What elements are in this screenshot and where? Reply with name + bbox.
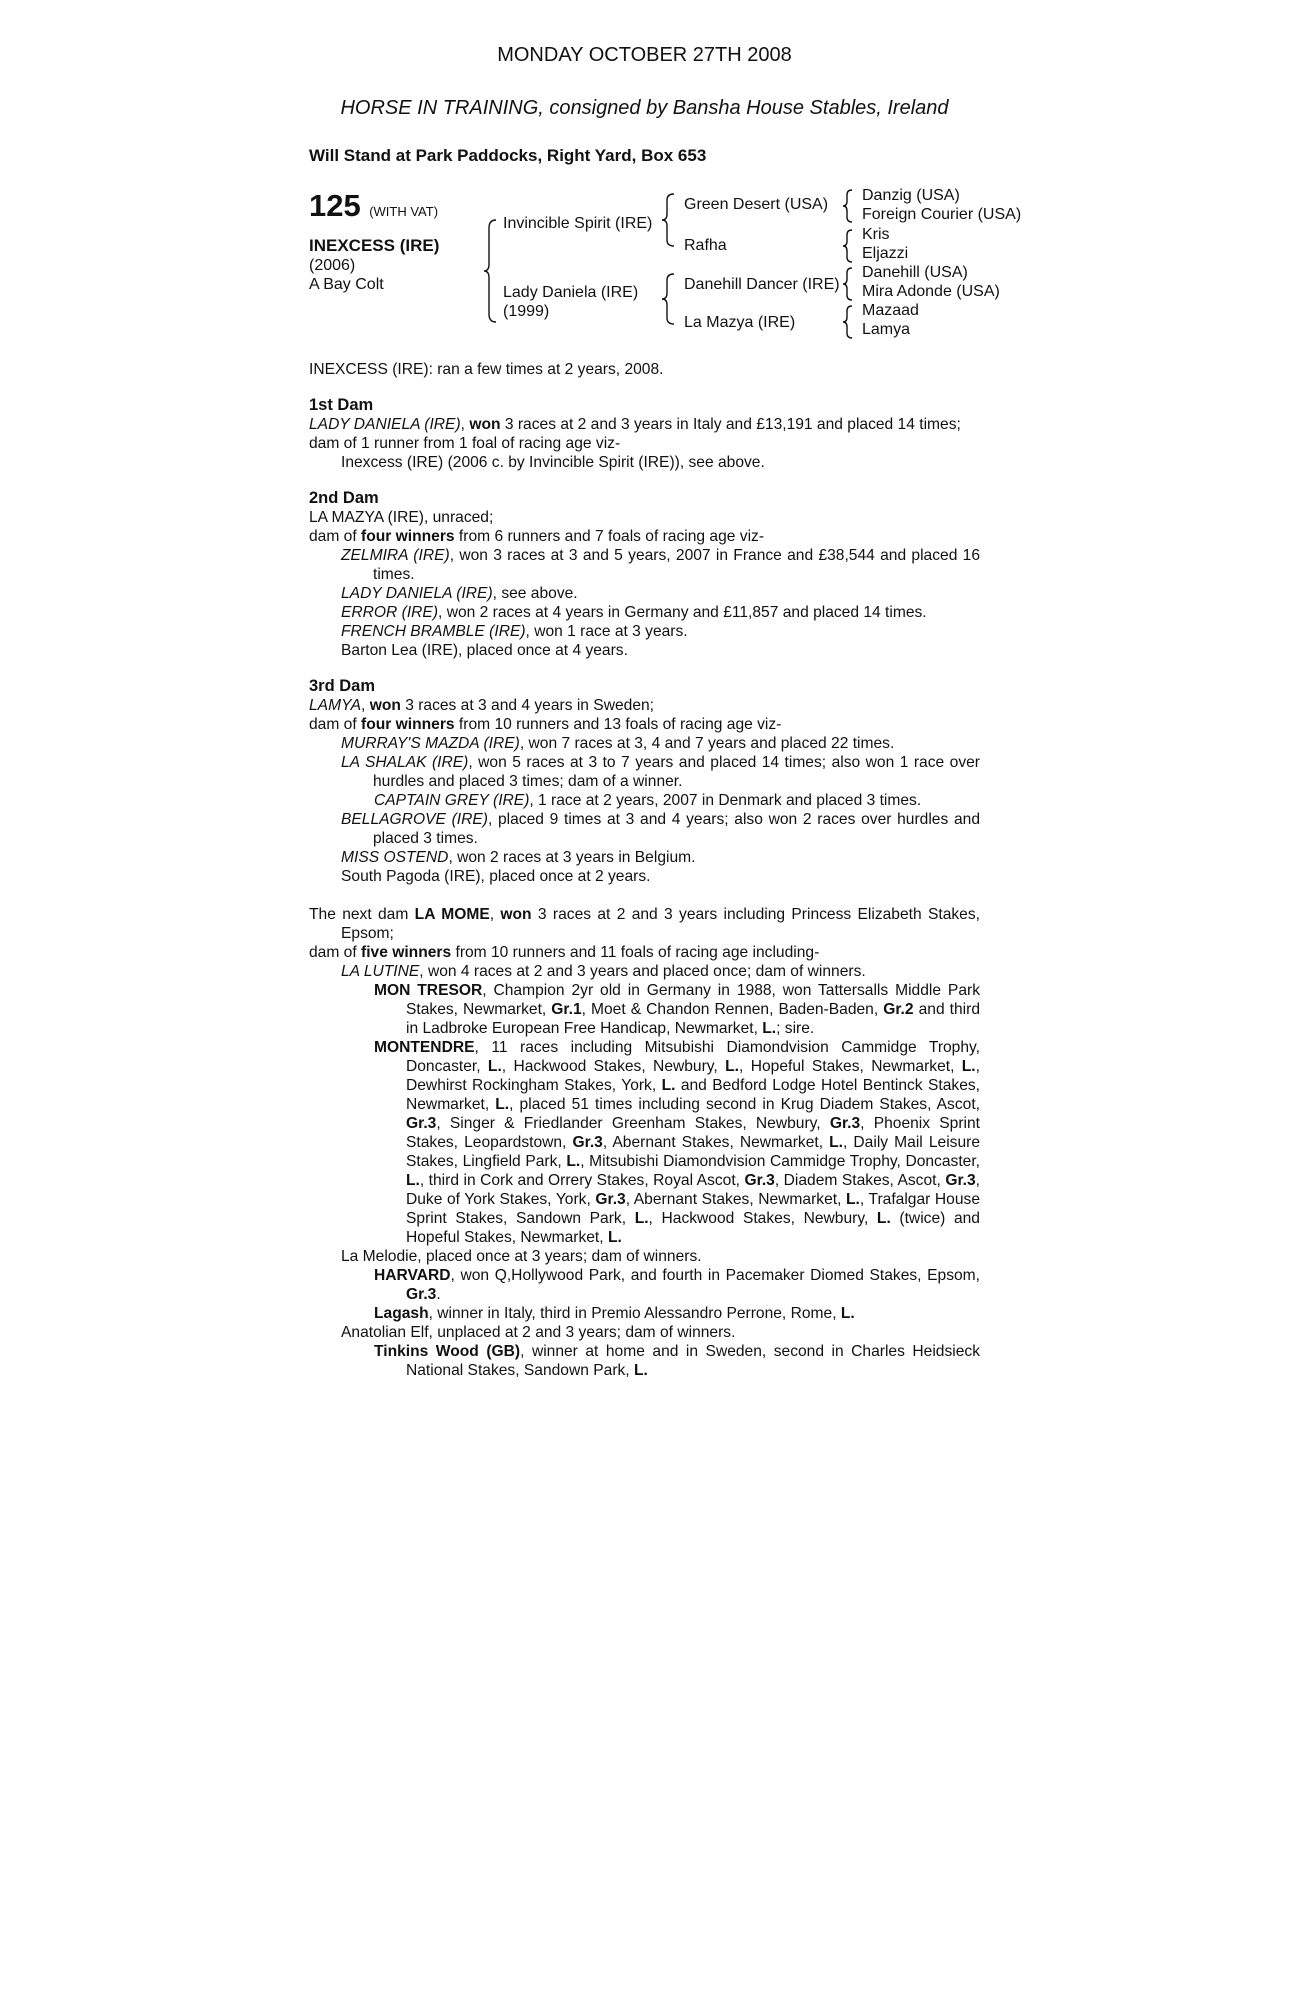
third-dam-offspring [309,734,980,886]
first-dam-heading: 1st Dam [309,396,374,414]
bracket-la-mazya [844,304,854,340]
produce-post: from 6 runners and 7 foals of racing age viz- [454,528,765,545]
entry-text: ; sire. [776,1020,815,1037]
offspring-name: LADY DANIELA (IRE) [341,585,493,602]
pedigree-dsd: Mira Adonde (USA) [862,283,1000,300]
race-grade: L. [607,1229,622,1246]
race-grade: L. [495,1096,510,1113]
entry-text: , Daily Mail Leisure Stakes, Lingfield Park, [406,1134,980,1170]
next-dam-name: LA MOME [414,906,490,923]
entry-text: , Dewhirst Rockingham Stakes, York, [406,1058,980,1094]
group-grade: Gr.2 [883,1001,914,1018]
produce-pre: dam of [309,944,362,961]
horse-name: INEXCESS (IRE) [309,236,440,255]
entry-text: , 11 races including Mitsubishi Diamondvision Cammidge Trophy, Doncaster, [406,1039,980,1075]
next-dam-record-text: 3 races at 2 and 3 years including Princess Elizabeth Stakes, Epsom; [341,906,980,942]
race-grade: L. [725,1058,739,1075]
offspring-item [309,848,980,867]
offspring-text: , won 3 races at 3 and 5 years, 2007 in France and £38,544 and placed 16 times. [373,547,981,583]
pedigree-bracket-dam [664,272,676,326]
offspring-text: , 1 race at 2 years, 2007 in Denmark and placed 3 times. [529,792,922,809]
race-grade: L. [566,1153,581,1170]
group-grade: Gr.1 [551,1001,582,1018]
pedigree-dam: Lady Daniela (IRE) [503,284,639,301]
group-grade: Gr.3 [406,1286,437,1303]
offspring-text: , placed 9 times at 3 and 4 years; also won 2 races over hurdles and placed 3 times. [373,811,980,847]
produce-winners: four winners [361,716,455,733]
offspring-name: CAPTAIN GREY (IRE) [374,792,530,809]
race-grade: Gr.3 [945,1172,976,1189]
la-lutine-text: , won 4 races at 2 and 3 years and placed once; dam of winners. [419,963,866,980]
tinkins-wood-entry [309,1342,980,1380]
stand-location: Will Stand at Park Paddocks, Right Yard, Box 653 [309,146,707,165]
first-dam-record-text: 3 races at 2 and 3 years in Italy and £13,191 and placed 14 times; [500,416,961,433]
entry-text: , placed 51 times including second in Krug Diadem Stakes, Ascot, [509,1096,980,1113]
race-grade: L. [634,1210,649,1227]
race-grade: L. [829,1134,843,1151]
anatolian-elf-entry: Anatolian Elf, unplaced at 2 and 3 years; dam of winners. [341,1324,736,1341]
offspring-text: South Pagoda (IRE), placed once at 2 years. [341,868,651,885]
offspring-text: , won 2 races at 3 years in Belgium. [448,849,696,866]
offspring-item [309,584,980,603]
offspring-name: LA SHALAK (IRE) [341,754,469,771]
offspring-text: , won 1 race at 3 years. [525,623,688,640]
offspring-item [309,791,980,810]
offspring-text: , won 7 races at 3, 4 and 7 years and placed 22 times. [519,735,895,752]
pedigree-sire: Invincible Spirit (IRE) [503,215,653,232]
la-lutine-name: LA LUTINE [341,963,420,980]
consignment-subtitle: HORSE IN TRAINING, consigned by Bansha House Stables, Ireland [340,97,949,119]
entry-text: , Moet & Chandon Rennen, Baden-Baden, [581,1001,884,1018]
entry-text: , Singer & Friedlander Greenham Stakes, Newbury, [436,1115,830,1132]
second-dam-line: LA MAZYA (IRE), unraced; [309,509,494,526]
bracket-rafha [844,228,854,264]
pedigree-dds: Mazaad [862,302,919,319]
first-dam-record: LADY DANIELA (IRE), won 3 races at 2 and 3 years in Italy and £13,191 and placed 14 times; [309,416,961,433]
montendre-entry [309,1038,980,1247]
race-grade: Gr.3 [744,1172,775,1189]
produce-pre: dam of [309,528,362,545]
race-grade: Gr.3 [595,1191,626,1208]
listed-grade: L. [840,1305,855,1322]
offspring-name: MURRAY'S MAZDA (IRE) [341,735,520,752]
third-dam-produce [309,715,980,734]
third-dam-heading: 3rd Dam [309,677,376,695]
race-grade: L. [876,1210,891,1227]
pedigree-dam-sire: Danehill Dancer (IRE) [684,276,840,293]
bracket-danehill-dancer [844,266,854,302]
third-dam-record-text: 3 races at 3 and 4 years in Sweden; [400,697,654,714]
mon-tresor-name: MON TRESOR [374,982,483,999]
entry-text: , third in Cork and Orrery Stakes, Royal Ascot, [419,1172,745,1189]
produce-post: from 10 runners and 11 foals of racing age including- [451,944,820,961]
entry-text: , winner in Italy, third in Premio Alessandro Perrone, Rome, [428,1305,841,1322]
pedigree-dss: Danehill (USA) [862,264,968,281]
offspring-name: ERROR (IRE) [341,604,439,621]
second-dam-produce [309,527,980,546]
produce-post: from 10 runners and 13 foals of racing age viz- [454,716,782,733]
race-grade: Gr.3 [406,1115,437,1132]
offspring-item [309,603,980,622]
pedigree-dam-year: (1999) [503,303,550,320]
next-dam-record: The next dam LA MOME, won 3 races at 2 and 3 years including Princess Elizabeth Stakes, Epsom; [309,906,980,942]
mon-tresor-entry [309,981,980,1038]
entry-text: and Bedford Lodge Hotel Bentinck Stakes, Newmarket, [406,1077,980,1113]
offspring-item [309,546,980,584]
offspring-text: , won 5 races at 3 to 7 years and placed 14 times; also won 1 race over hurdles and placed 3 times; dam of a winner. [373,754,981,790]
entry-text: and third in Ladbroke European Free Handicap, Newmarket, [406,1001,980,1037]
race-grade: L. [661,1077,676,1094]
offspring-item [309,734,980,753]
pedigree-bracket-sire [664,192,676,248]
pedigree-sds: Kris [862,226,890,243]
race-grade: Gr.3 [829,1115,861,1132]
harvard-entry [309,1266,980,1304]
offspring-text: , see above. [492,585,578,602]
entry-text: , Mitsubishi Diamondvision Cammidge Trophy, Doncaster, [580,1153,980,1170]
produce-winners: five winners [361,944,452,961]
pedigree-sire-dam: Rafha [684,237,727,254]
second-dam-heading: 2nd Dam [309,489,379,507]
montendre-name: MONTENDRE [374,1039,475,1056]
entry-text: , Duke of York Stakes, York, [406,1172,980,1208]
next-dam-produce [309,943,980,962]
horse-description: A Bay Colt [309,276,384,293]
la-lutine-entry [309,962,980,981]
next-dam-pre: The next dam [309,906,415,923]
third-dam-won: won [369,697,401,714]
pedigree-sdd: Eljazzi [862,245,909,262]
entry-text: (twice) and Hopeful Stakes, Newmarket, [406,1210,980,1246]
produce-pre: dam of [309,716,362,733]
race-grade: L. [406,1172,420,1189]
race-grade: Gr.3 [572,1134,603,1151]
entry-text: , Hackwood Stakes, Newbury, [501,1058,726,1075]
pedigree-ssd: Foreign Courier (USA) [862,206,1022,223]
offspring-name: MISS OSTEND [341,849,449,866]
offspring-name: FRENCH BRAMBLE (IRE) [341,623,526,640]
race-grade: L. [846,1191,860,1208]
first-dam-won: won [469,416,501,433]
offspring-name: BELLAGROVE (IRE) [341,811,488,828]
offspring-item [309,622,980,641]
entry-text: , Trafalgar House Sprint Stakes, Sandown Park, [406,1191,980,1227]
tinkins-wood-name: Tinkins Wood (GB) [374,1343,521,1360]
pedigree-bracket-main [486,218,498,324]
second-dam-offspring [309,546,980,660]
entry-text: , Abernant Stakes, Newmarket, [625,1191,847,1208]
pedigree-dam-dam: La Mazya (IRE) [684,314,796,331]
lot-number: 125 [309,188,361,223]
sale-date: MONDAY OCTOBER 27TH 2008 [497,44,792,66]
racing-summary: INEXCESS (IRE): ran a few times at 2 years, 2008. [309,361,664,378]
first-dam-offspring: Inexcess (IRE) (2006 c. by Invincible Spirit (IRE)), see above. [341,454,765,471]
offspring-item [309,810,980,848]
entry-text: , Hopeful Stakes, Newmarket, [739,1058,962,1075]
next-dam-won: won [500,906,532,923]
la-melodie-entry: La Melodie, placed once at 3 years; dam of winners. [341,1248,702,1265]
offspring-item [309,867,980,886]
third-dam-name: LAMYA [309,697,362,714]
offspring-text: , won 2 races at 4 years in Germany and £11,857 and placed 14 times. [438,604,927,621]
entry-text: , Hackwood Stakes, Newbury, [648,1210,877,1227]
foaling-year: (2006) [309,257,356,274]
entry-text: , Diadem Stakes, Ascot, [774,1172,946,1189]
entry-text: , Phoenix Sprint Stakes, Leopardstown, [406,1115,980,1151]
listed-grade: L. [633,1362,648,1379]
harvard-name: HARVARD [374,1267,451,1284]
offspring-item [309,641,980,660]
entry-text: , Abernant Stakes, Newmarket, [602,1134,830,1151]
first-dam-produce: dam of 1 runner from 1 foal of racing age viz- [309,435,621,452]
vat-note: (WITH VAT) [369,204,439,219]
offspring-name: ZELMIRA (IRE) [341,547,450,564]
pedigree-sss: Danzig (USA) [862,187,960,204]
catalogue-body [309,360,980,1380]
entry-text: , won Q,Hollywood Park, and fourth in Pacemaker Diomed Stakes, Epsom, [450,1267,980,1284]
lagash-name: Lagash [374,1305,429,1322]
pedigree-ddd: Lamya [862,321,911,338]
bracket-green-desert [844,188,854,224]
pedigree-sire-sire: Green Desert (USA) [684,196,829,213]
produce-winners: four winners [361,528,455,545]
lot-number-line [309,188,438,224]
offspring-item [309,753,980,791]
entry-text: . [436,1286,441,1303]
race-grade: L. [487,1058,502,1075]
offspring-text: Barton Lea (IRE), placed once at 4 years. [341,642,628,659]
entry-text: , Champion 2yr old in Germany in 1988, won Tattersalls Middle Park Stakes, Newmarket, [406,982,980,1018]
entry-text: , winner at home and in Sweden, second in Charles Heidsieck National Stakes, Sandown Park, [406,1343,980,1379]
lagash-entry [309,1304,980,1323]
third-dam-record: LAMYA, won 3 races at 3 and 4 years in Sweden; [309,697,654,714]
first-dam-name: LADY DANIELA (IRE) [309,416,461,433]
listed-grade: L. [762,1020,777,1037]
race-grade: L. [961,1058,976,1075]
